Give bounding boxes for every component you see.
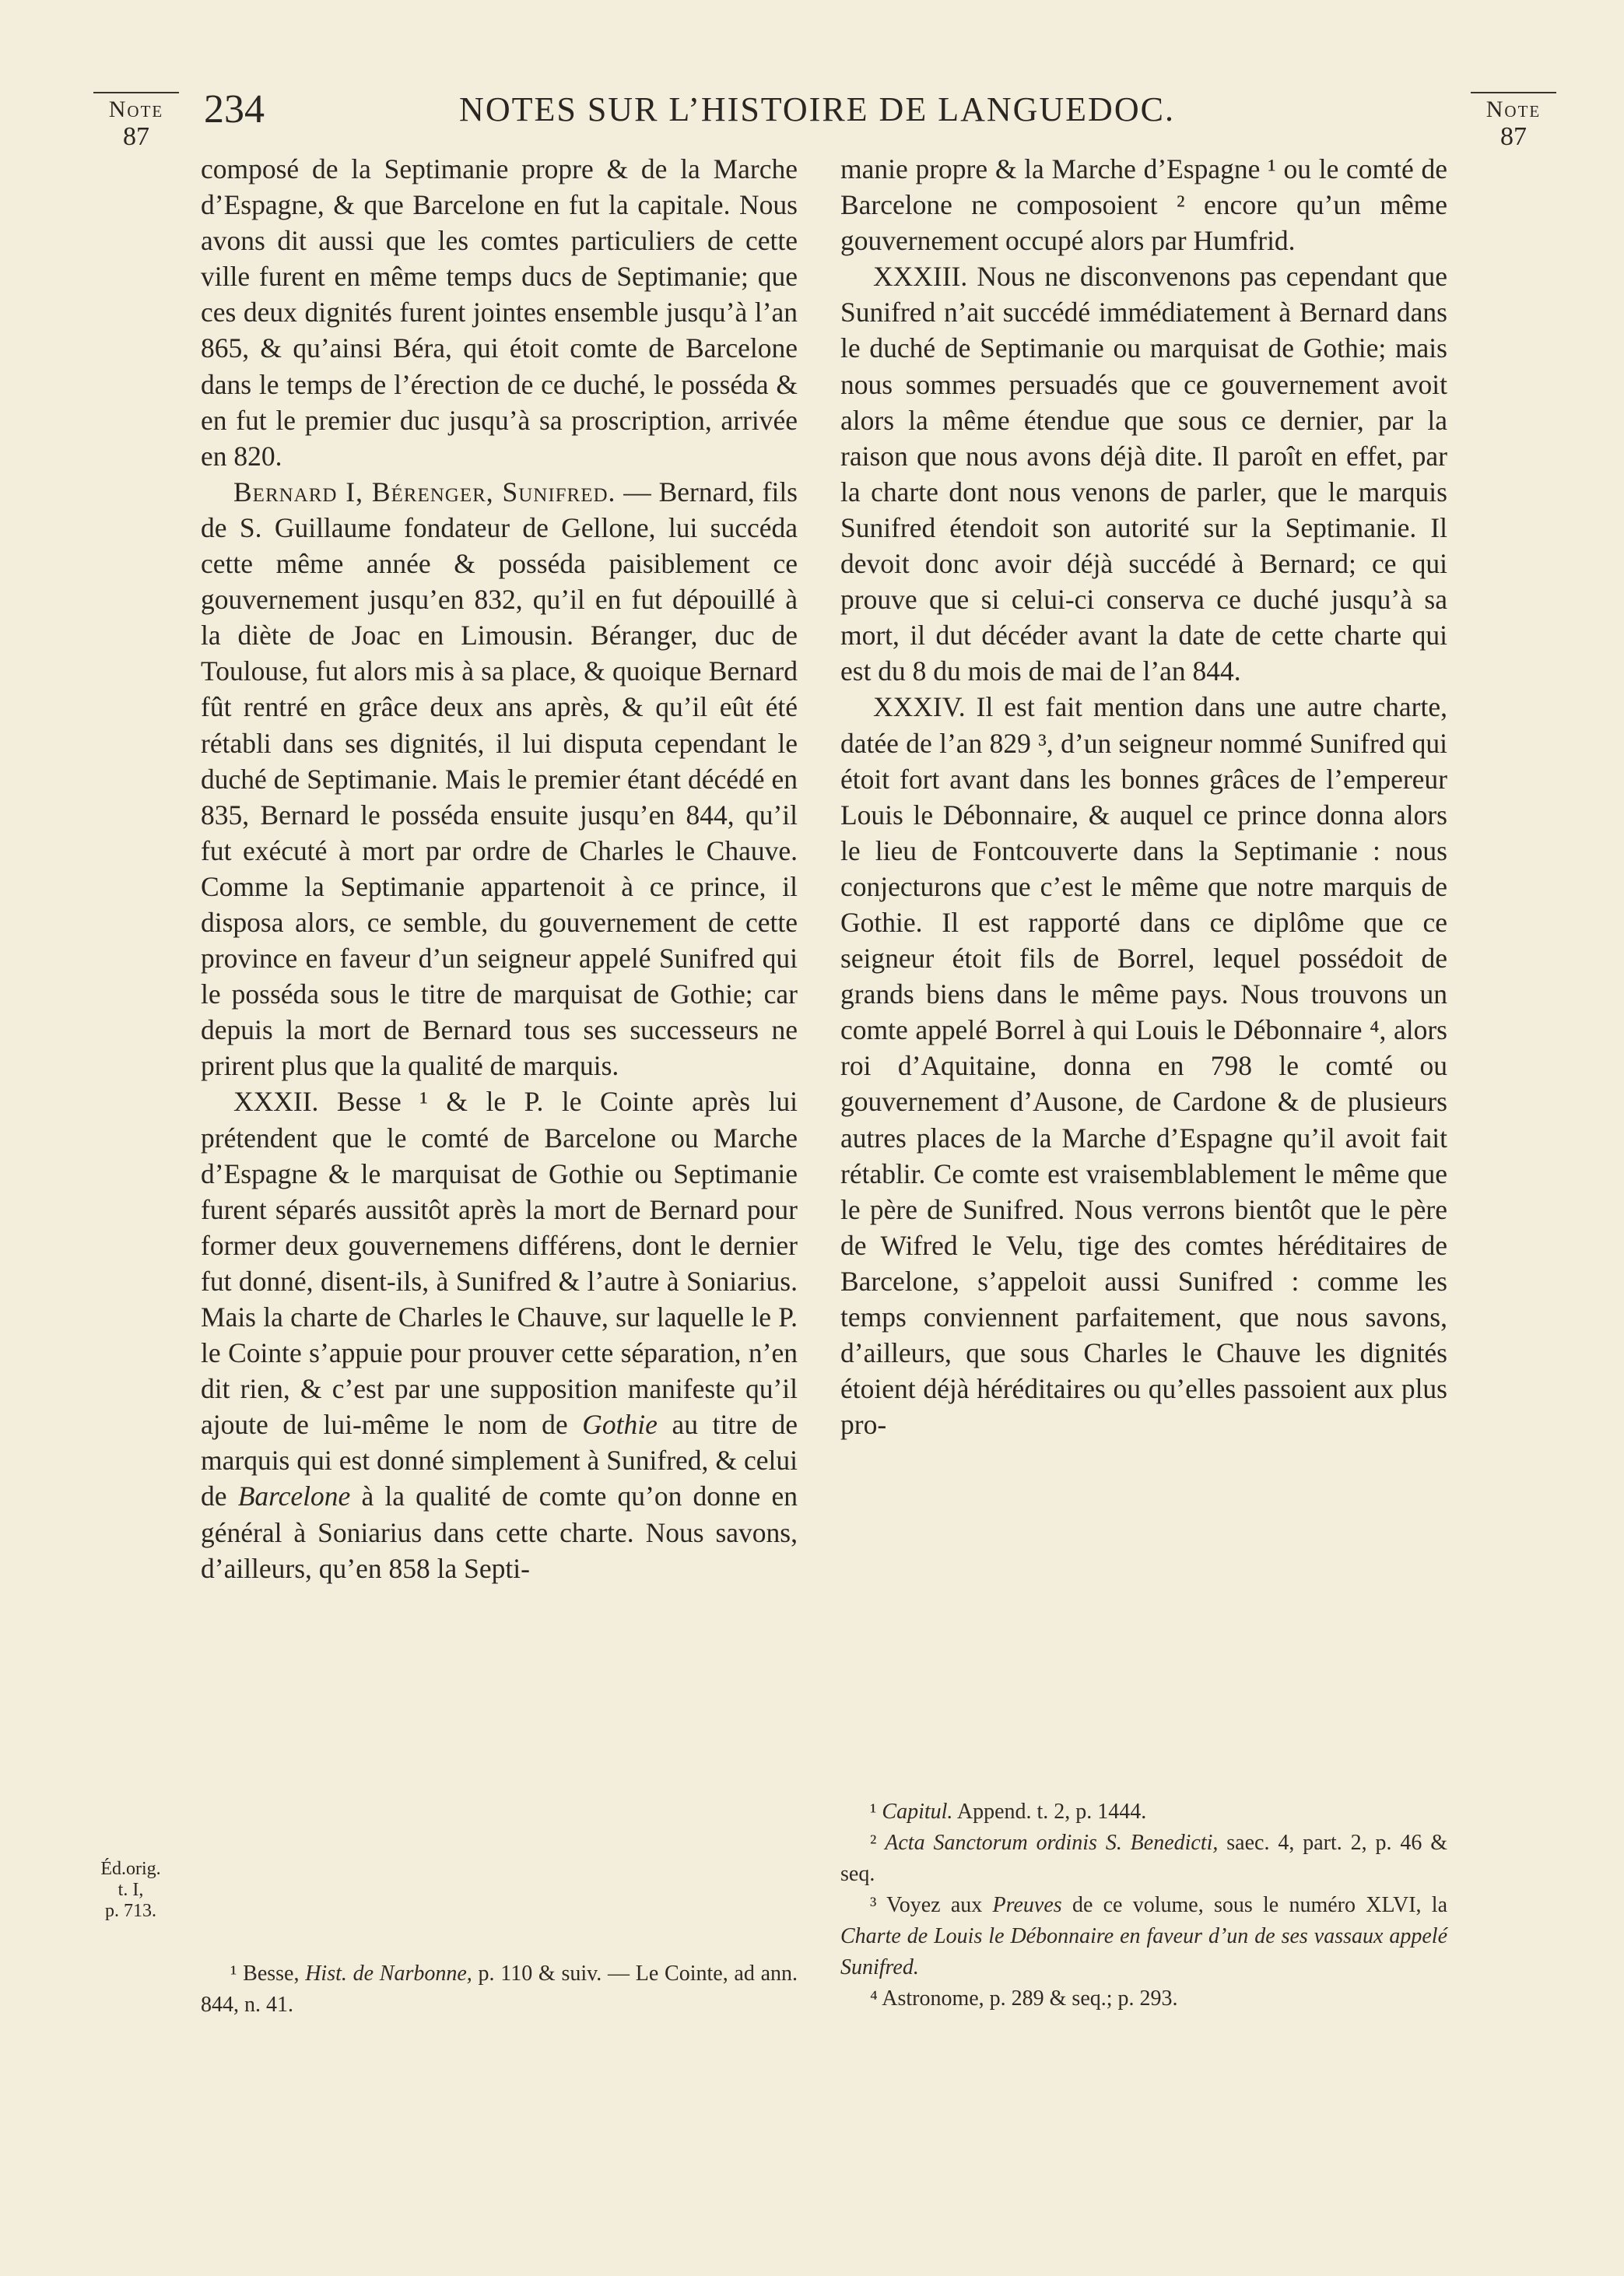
footnote: [201, 1958, 798, 2021]
footnote-text: Voyez aux: [886, 1893, 993, 1917]
footnote-title: Acta Sanctorum ordinis S. Benedicti,: [885, 1831, 1219, 1855]
ed-orig-line: p. 713.: [105, 1901, 156, 1921]
margin-note-number: 87: [1500, 122, 1527, 151]
right-column: [840, 151, 1447, 1442]
paragraph: XXXIV. Il est fait mention dans une autre charte, datée de l’an 829 ³, d’un seigneur nommé Sunifred qui étoit fort avant dans les bonnes grâces de l’empereur Louis le Débonnaire, & auquel ce prince donna alors le lieu de Fontcouverte dans la Septimanie : nous conjecturons que c’est le même que notre marquis de Gothie. Il est rapporté dans ce diplôme que ce seigneur étoit fils de Borrel, lequel possédoit de grands biens dans le même pays. Nous trouvons un comte appelé Borrel à qui Louis le Débonnaire ⁴, alors roi d’Aquitaine, donna en 798 le comté ou gouvernement d’Ausone, de Cardone & de plusieurs autres places de la Marche d’Espagne qu’il avoit fait rétablir. Ce comte est vraisemblablement le même que le père de Sunifred. Nous verrons bientôt que le père de Wifred le Velu, tige des comtes héréditaires de Barcelone, s’appeloit aussi Sunifred : comme les temps conviennent parfaitement, que nous savons, d’ailleurs, que sous Charles le Chauve les dignités étoient déjà héréditaires ou qu’elles passoient aux plus pro-: [840, 691, 1447, 1441]
paragraph: [201, 474, 798, 1084]
footnote-mark: ⁴: [870, 1986, 882, 2011]
margin-rule: [93, 92, 179, 93]
italic-term: Gothie: [582, 1409, 658, 1441]
paragraph-text: XXXII. Besse ¹ & le P. le Cointe après lui prétendent que le comté de Barcelone ou Marche d’Espagne & le marquisat de Gothie ou Septimanie furent séparés aussitôt après la mort de Bernard pour former deux gouvernemens différens, dont le dernier fut donné, disent-ils, à Sunifred & l’autre à Soniarius. Mais la charte de Charles le Chauve, sur laquelle le P. le Cointe s’appuie pour prouver cette séparation, n’en dit rien, & c’est par une supposition manifeste qu’il ajoute de lui-même le nom de: [201, 1086, 798, 1441]
ed-orig-line: t. I,: [118, 1880, 144, 1900]
footnotes-left: [201, 1958, 798, 2021]
footnote-text: de ce volume, sous le numéro XLVI, la: [1061, 1893, 1447, 1917]
footnote-text: p. 110 & suiv. — Le Cointe, ad ann. 844, n. 41.: [201, 1962, 798, 2017]
footnote-text: Besse,: [243, 1962, 306, 1986]
footnote-title: Capitul.: [882, 1800, 953, 1824]
footnote-text: Append. t. 2, p. 1444.: [952, 1800, 1147, 1824]
ed-orig-line: Éd.orig.: [100, 1859, 161, 1879]
paragraph: composé de la Septimanie propre & de la Marche d’Espagne, & que Barcelone en fut la capitale. Nous avons dit aussi que les comtes particuliers de cette ville furent en même temps ducs de Septimanie; que ces deux dignités furent jointes ensemble jusqu’à l’an 865, & qu’ainsi Béra, qui étoit comte de Barcelone dans le temps de l’érection de ce duché, le posséda & en fut le premier duc jusqu’à sa proscription, arrivée en 820.: [201, 153, 798, 472]
footnote: [840, 1797, 1447, 1828]
original-edition-reference: [84, 1859, 177, 1922]
footnote-mark: ¹: [870, 1800, 882, 1824]
footnotes-right: [840, 1797, 1447, 2014]
margin-note-right: [1471, 92, 1556, 151]
margin-note-left: [93, 92, 179, 151]
margin-note-label: Note: [1485, 97, 1542, 122]
footnote-mark: ¹: [230, 1962, 244, 1986]
margin-rule: [1471, 92, 1556, 93]
footnote-mark: ²: [870, 1831, 886, 1855]
paragraph: XXXIII. Nous ne disconvenons pas cependant que Sunifred n’ait succédé immédiatement à Bernard dans le duché de Septimanie ou marquisat de Gothie; mais nous sommes persuadés que ce gouvernement avoit alors la même étendue que sous ce dernier, par la raison que nous avons déjà dite. Il paroît en effet, par la charte dont nous venons de parler, que le marquis Sunifred étendoit son autorité sur la Septimanie. Il devoit donc avoir déjà succédé à Bernard; ce qui prouve que si celui-ci conserva ce duché jusqu’à sa mort, il dut décéder avant la date de cette charte qui est du 8 du mois de mai de l’an 844.: [840, 261, 1447, 687]
paragraph: manie propre & la Marche d’Espagne ¹ ou le comté de Barcelone ne composoient ² encore qu’un même gouvernement occupé alors par Humfrid.: [840, 153, 1447, 257]
footnote-text: Astronome, p. 289 & seq.; p. 293.: [882, 1986, 1178, 2011]
footnote-title: Hist. de Narbonne,: [305, 1962, 472, 1986]
footnote: [840, 1983, 1447, 2014]
running-title: NOTES SUR L’HISTOIRE DE LANGUEDOC.: [459, 90, 1175, 128]
section-heading: Bernard I, Bérenger, Sunifred.: [233, 476, 616, 508]
footnote-text: saec. 4, part. 2, p. 46 & seq.: [840, 1831, 1447, 1886]
left-column: [201, 151, 798, 1586]
paragraph-text: au titre de marquis qui est donné simplement à Sunifred, & celui de: [201, 1409, 798, 1512]
italic-term: Barcelone: [237, 1480, 351, 1512]
margin-note-number: 87: [123, 122, 149, 151]
footnote-title: Preuves: [992, 1893, 1062, 1917]
paragraph-text: à la qualité de comte qu’on donne en général à Soniarius dans cette charte. Nous savons, d’ailleurs, qu’en 858 la Septi-: [201, 1480, 798, 1584]
footnote: [840, 1890, 1447, 1983]
footnote: [840, 1828, 1447, 1890]
paragraph: [201, 1084, 798, 1586]
margin-note-label: Note: [108, 97, 164, 122]
footnote-title: Charte de Louis le Débonnaire en faveur d’un de ses vassaux appelé Sunifred.: [840, 1924, 1447, 1979]
page-number: 234: [204, 87, 265, 132]
paragraph-text: — Bernard, fils de S. Guillaume fondateur de Gellone, lui succéda cette même année & posséda paisiblement ce gouvernement jusqu’en 832, qu’il en fut dépouillé à la diète de Joac en Limousin. Béranger, duc de Toulouse, fut alors mis à sa place, & quoique Bernard fût rentré en grâce deux ans après, & qu’il eût été rétabli dans ses dignités, il lui disputa cependant le duché de Septimanie. Mais le premier étant décédé en 835, Bernard le posséda ensuite jusqu’en 844, qu’il fut exécuté à mort par ordre de Charles le Chauve. Comme la Septimanie appartenoit à ce prince, il disposa alors, ce semble, du gouvernement de cette province en faveur d’un seigneur appelé Sunifred qui le posséda sous le titre de marquisat de Gothie; car depuis la mort de Bernard tous ses successeurs ne prirent plus que la qualité de marquis.: [201, 476, 798, 1082]
footnote-mark: ³: [870, 1893, 887, 1917]
